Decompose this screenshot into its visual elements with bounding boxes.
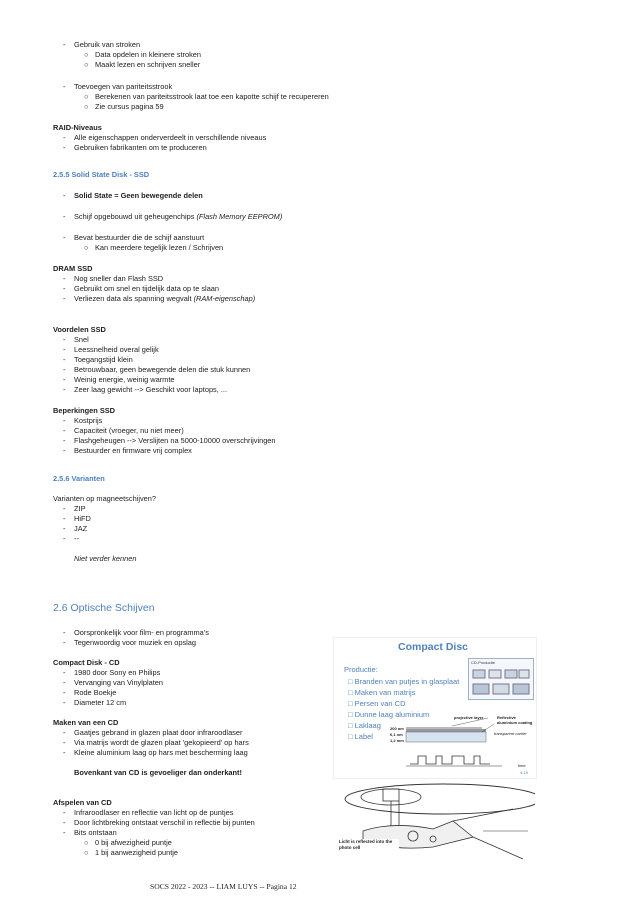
- bullet-text: Kan meerdere tegelijk lezen / Schrijven: [95, 243, 224, 252]
- bullet-text: [74, 294, 255, 304]
- bullet-text: Zie cursus pagina 59: [95, 102, 164, 111]
- dash: -: [63, 191, 66, 200]
- text-italic: (RAM-eigenschap): [193, 294, 256, 303]
- dash: -: [63, 233, 66, 242]
- slide-item: □ Maken van matrijs: [348, 688, 416, 697]
- bullet-text: Gebruikt om snel en tijdelijk data op te slaan: [74, 284, 220, 293]
- dash: -: [63, 668, 66, 677]
- bullet-text: Bestuurder en firmware vrij complex: [74, 446, 192, 455]
- section-title: RAID-Niveaus: [53, 123, 102, 132]
- bullet-text: Tegenwoordig voor muziek en opslag: [74, 638, 197, 647]
- slide-image: [333, 637, 537, 779]
- dash: -: [63, 335, 66, 344]
- bullet-text: Vervanging van Vinylplaten: [74, 678, 164, 687]
- slide-item-text: Label: [354, 732, 373, 741]
- bullet-text: 0 bij afwezigheid puntje: [95, 838, 172, 847]
- production-inset: [468, 658, 534, 700]
- dash: -: [63, 524, 66, 533]
- circle-bullet: ○: [84, 92, 89, 101]
- bullet-text: Betrouwbaar, geen bewegende delen die stuk kunnen: [74, 365, 251, 374]
- bullet-text: Data opdelen in kleinere stroken: [95, 50, 201, 59]
- bullet-text: 1980 door Sony en Philips: [74, 668, 161, 677]
- dash: -: [63, 514, 66, 523]
- bullet-text: Berekenen van pariteitsstrook laat toe een kapotte schijf te recupereren: [95, 92, 329, 101]
- section-heading: 2.5.6 Varianten: [53, 474, 105, 483]
- note: Niet verder kennen: [74, 554, 137, 563]
- label-transparent-carrier: transparent carrier: [494, 731, 527, 736]
- bullet-text: Alle eigenschappen onderverdeelt in verschillende niveaus: [74, 133, 267, 142]
- bullet-text: Weinig energie, weinig warmte: [74, 375, 175, 384]
- bullet-text: [74, 212, 282, 222]
- slide-title: Compact Disc: [398, 641, 469, 653]
- slide-item: □ Branden van putjes in glasplaat: [348, 677, 460, 686]
- dash: -: [63, 678, 66, 687]
- dash: -: [63, 416, 66, 425]
- circle-bullet: ○: [84, 243, 89, 252]
- section-title: Maken van een CD: [53, 718, 119, 727]
- dash: -: [63, 828, 66, 837]
- dash: -: [63, 375, 66, 384]
- bullet-text: Flashgeheugen --> Verslijten na 5000-10000 overschrijvingen: [74, 436, 276, 445]
- dash: -: [63, 40, 66, 49]
- cd-player-drawing: [333, 781, 535, 863]
- dash: -: [63, 355, 66, 364]
- paragraph: Varianten op magneetschijven?: [53, 494, 156, 503]
- cd-mechanism-sketch: [333, 781, 535, 863]
- slide-item-text: Maken van matrijs: [354, 688, 416, 697]
- bullet-text: Maakt lezen en schrijven sneller: [95, 60, 201, 69]
- dash: -: [63, 446, 66, 455]
- dash: -: [63, 728, 66, 737]
- bullet-text: Kleine aluminium laag op hars met bescherming laag: [74, 748, 248, 757]
- circle-bullet: ○: [84, 60, 89, 69]
- dash: -: [63, 345, 66, 354]
- section-title: DRAM SSD: [53, 264, 93, 273]
- label-12mm: 1,2 mm: [390, 738, 404, 743]
- section-heading: 2.5.5 Solid State Disk - SSD: [53, 170, 150, 179]
- dash: -: [63, 143, 66, 152]
- label-time: time: [518, 763, 526, 768]
- text-italic: (Flash Memory EEPROM): [196, 212, 283, 221]
- section-title: Beperkingen SSD: [53, 406, 116, 415]
- drawing-caption: Licht is reflected into the photo cell: [339, 839, 399, 850]
- dash: -: [63, 436, 66, 445]
- bullet-text: Gaatjes gebrand in glazen plaat door infraroodlaser: [74, 728, 243, 737]
- label-200nm: 200 nm: [390, 726, 404, 731]
- warning-note: Bovenkant van CD is gevoeliger dan onderkant!: [74, 768, 242, 777]
- slide-item-text: Laklaag: [354, 721, 381, 730]
- bullet-text: Infraroodlaser en reflectie van licht op de puntjes: [74, 808, 234, 817]
- section-title: Compact Disk - CD: [53, 658, 120, 667]
- bullet-text: HiFD: [74, 514, 91, 523]
- circle-bullet: ○: [84, 102, 89, 111]
- bullet-text: Leessnelheid overal gelijk: [74, 345, 159, 354]
- dash: -: [63, 284, 66, 293]
- bullet-text: --: [74, 534, 79, 543]
- label-01nm: 0,1 nm: [390, 732, 403, 737]
- bullet-text: Bevat bestuurder die de schijf aanstuurt: [74, 233, 205, 242]
- production-steps-drawing: [469, 666, 533, 699]
- dash: -: [63, 738, 66, 747]
- bullet-text: JAZ: [74, 524, 88, 533]
- label-projective-layer: projective layer: [454, 715, 484, 720]
- slide-heading: Productie:: [344, 665, 378, 674]
- circle-bullet: ○: [84, 848, 89, 857]
- inset-title: CD-Productie: [471, 660, 496, 665]
- dash: -: [63, 212, 66, 221]
- slide-item: □ Persen van CD: [348, 699, 406, 708]
- bullet-text: Capaciteit (vroeger, nu niet meer): [74, 426, 184, 435]
- dash: -: [63, 82, 66, 91]
- bullet-text: Solid State = Geen bewegende delen: [74, 191, 203, 200]
- dash: -: [63, 365, 66, 374]
- text-part: Verliezen data als spanning wegvalt: [74, 294, 194, 303]
- bullet-text: Via matrijs wordt de glazen plaat 'gekopieerd' op hars: [74, 738, 249, 747]
- circle-bullet: ○: [84, 50, 89, 59]
- text-part: Schijf opgebouwd uit geheugenchips: [74, 212, 197, 221]
- bullet-text: Toevoegen van pariteitsstrook: [74, 82, 173, 91]
- label-reflective-coating: Reflective aluminium coating: [497, 715, 533, 725]
- dash: -: [63, 638, 66, 647]
- dash: -: [63, 628, 66, 637]
- slide-item-text: Persen van CD: [354, 699, 406, 708]
- dash: -: [63, 534, 66, 543]
- dash: -: [63, 294, 66, 303]
- bullet-text: Toegangstijd klein: [74, 355, 133, 364]
- bullet-text: Gebruik van stroken: [74, 40, 141, 49]
- dash: -: [63, 688, 66, 697]
- dash: -: [63, 748, 66, 757]
- bullet-text: ZIP: [74, 504, 86, 513]
- dash: -: [63, 818, 66, 827]
- bullet-text: Door lichtbreking ontstaat verschil in reflectie bij punten: [74, 818, 255, 827]
- bullet-text: Snel: [74, 335, 89, 344]
- dash: -: [63, 133, 66, 142]
- dash: -: [63, 385, 66, 394]
- dash: -: [63, 274, 66, 283]
- bullet-text: Diameter 12 cm: [74, 698, 127, 707]
- page-footer: SOCS 2022 - 2023 -- LIAM LUYS -- Pagina 12: [150, 882, 297, 891]
- bullet-text: Oorspronkelijk voor film- en programma's: [74, 628, 209, 637]
- circle-bullet: ○: [84, 838, 89, 847]
- bullet-text: Bits ontstaan: [74, 828, 117, 837]
- bullet-text: Rode Boekje: [74, 688, 117, 697]
- dash: -: [63, 426, 66, 435]
- bullet-text: Kostprijs: [74, 416, 103, 425]
- slide-item: □ Label: [348, 732, 373, 741]
- slide-item-text: Branden van putjes in glasplaat: [354, 677, 460, 686]
- slide-page-number: 4-19: [520, 770, 529, 775]
- bullet-text: 1 bij aanwezigheid puntje: [95, 848, 179, 857]
- section-heading: 2.6 Optische Schijven: [53, 602, 155, 614]
- section-title: Afspelen van CD: [53, 798, 112, 807]
- dash: -: [63, 504, 66, 513]
- bullet-text: Gebruiken fabrikanten om te produceren: [74, 143, 207, 152]
- dash: -: [63, 808, 66, 817]
- slide-item-text: Dunne laag aluminium: [354, 710, 430, 719]
- bullet-text: Nog sneller dan Flash SSD: [74, 274, 164, 283]
- dash: -: [63, 698, 66, 707]
- slide-item: □ Laklaag: [348, 721, 381, 730]
- bullet-text: Zeer laag gewicht --> Geschikt voor laptops, ...: [74, 385, 228, 394]
- section-title: Voordelen SSD: [53, 325, 106, 334]
- slide-item: □ Dunne laag aluminium: [348, 710, 430, 719]
